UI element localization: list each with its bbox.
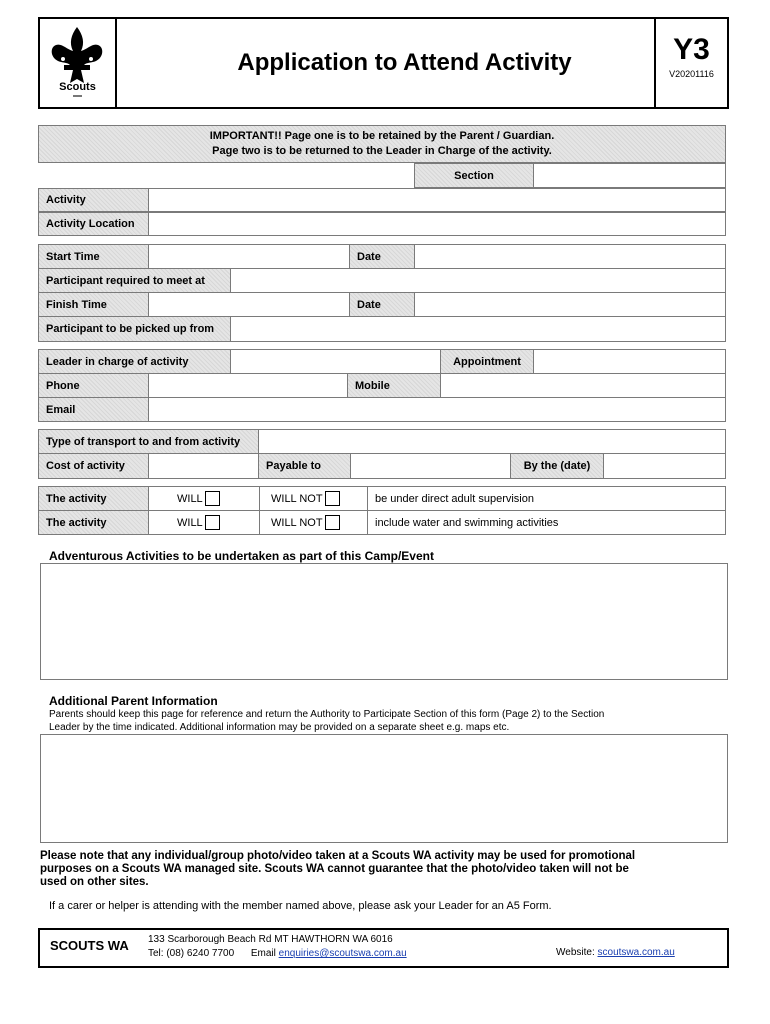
picked-up-field[interactable] xyxy=(230,316,726,342)
email-label: Email xyxy=(38,397,149,422)
start-time-field[interactable] xyxy=(148,244,350,269)
parent-info-line-2: Leader by the time indicated. Additional information may be provided on a separate sheet e.g. maps etc. xyxy=(49,722,510,733)
footer-contact xyxy=(148,947,407,961)
picked-up-label: Participant to be picked up from xyxy=(38,316,231,342)
logo-mark xyxy=(73,95,82,97)
parent-info-line-1: Parents should keep this page for reference and return the Authority to Participate Section of this form (Page 2) to the Section xyxy=(49,709,605,720)
payable-to-field[interactable] xyxy=(350,453,511,479)
scouts-logo xyxy=(40,19,117,107)
will-text: WILL xyxy=(177,516,203,529)
footer-tel: Tel: (08) 6240 7700 xyxy=(148,948,235,959)
activity-label: Activity xyxy=(38,188,149,212)
by-date-field[interactable] xyxy=(603,453,726,479)
start-date-field[interactable] xyxy=(414,244,726,269)
supervision-text: be under direct adult supervision xyxy=(367,486,726,511)
supervision-will-option[interactable] xyxy=(148,486,260,511)
adventurous-textarea[interactable] xyxy=(40,563,728,680)
supervision-will-not-checkbox[interactable] xyxy=(325,491,340,506)
will-not-text: WILL NOT xyxy=(271,516,323,529)
appointment-label: Appointment xyxy=(440,349,534,374)
notice-line-1: IMPORTANT!! Page one is to be retained by the Parent / Guardian. xyxy=(209,130,555,142)
phone-label: Phone xyxy=(38,373,149,398)
footer-brand: SCOUTS WA xyxy=(50,938,129,953)
footer-website-label: Website: xyxy=(556,947,595,958)
finish-date-field[interactable] xyxy=(414,292,726,317)
activity-row-label: The activity xyxy=(38,486,149,511)
parent-info-title: Additional Parent Information xyxy=(49,694,218,708)
form-version: V20201116 xyxy=(669,69,714,79)
leader-field[interactable] xyxy=(230,349,441,374)
mobile-label: Mobile xyxy=(347,373,441,398)
section-field[interactable] xyxy=(533,163,726,188)
cost-field[interactable] xyxy=(148,453,259,479)
email-field[interactable] xyxy=(148,397,726,422)
water-will-not-option[interactable] xyxy=(259,510,368,535)
parent-info-textarea[interactable] xyxy=(40,734,728,843)
meet-at-field[interactable] xyxy=(230,268,726,293)
activity-location-field[interactable] xyxy=(148,212,726,236)
form-code-box xyxy=(654,19,727,107)
finish-time-label: Finish Time xyxy=(38,292,149,317)
finish-time-field[interactable] xyxy=(148,292,350,317)
carer-note: If a carer or helper is attending with the member named above, please ask your Leader for an A5 Form. xyxy=(49,900,552,912)
footer-address-block xyxy=(148,933,407,961)
logo-text: Scouts xyxy=(59,81,96,93)
footer-email-label: Email xyxy=(250,948,276,959)
appointment-field[interactable] xyxy=(533,349,726,374)
parent-info-text xyxy=(49,708,729,734)
photo-notice-line-2: purposes on a Scouts WA managed site. Scouts WA cannot guarantee that the photo/video taken will not be xyxy=(40,863,629,875)
activity-location-label: Activity Location xyxy=(38,212,149,236)
photo-notice-line-1: Please note that any individual/group photo/video taken at a Scouts WA activity may be used for promotional xyxy=(40,850,636,862)
footer-address: 133 Scarborough Beach Rd MT HAWTHORN WA 6016 xyxy=(148,934,393,945)
will-not-text: WILL NOT xyxy=(271,492,323,505)
water-will-not-checkbox[interactable] xyxy=(325,515,340,530)
start-date-label: Date xyxy=(349,244,415,269)
activity-row-label: The activity xyxy=(38,510,149,535)
phone-field[interactable] xyxy=(148,373,348,398)
transport-label: Type of transport to and from activity xyxy=(38,429,259,454)
cost-label: Cost of activity xyxy=(38,453,149,479)
payable-to-label: Payable to xyxy=(258,453,351,479)
supervision-will-checkbox[interactable] xyxy=(205,491,220,506)
meet-at-label: Participant required to meet at xyxy=(38,268,231,293)
footer xyxy=(38,928,729,968)
footer-email-link[interactable]: enquiries@scoutswa.com.au xyxy=(278,948,407,959)
mobile-field[interactable] xyxy=(440,373,726,398)
form-code: Y3 xyxy=(673,33,710,66)
by-date-label: By the (date) xyxy=(510,453,604,479)
water-will-option[interactable] xyxy=(148,510,260,535)
section-label: Section xyxy=(414,163,534,188)
photo-notice xyxy=(40,850,730,889)
photo-notice-line-3: used on other sites. xyxy=(40,876,149,888)
activity-field[interactable] xyxy=(148,188,726,212)
notice-line-2: Page two is to be returned to the Leader in Charge of the activity. xyxy=(212,145,552,157)
footer-website-link[interactable]: scoutswa.com.au xyxy=(597,947,675,958)
footer-website xyxy=(556,947,675,958)
transport-field[interactable] xyxy=(258,429,726,454)
supervision-will-not-option[interactable] xyxy=(259,486,368,511)
form-header xyxy=(38,17,729,109)
start-time-label: Start Time xyxy=(38,244,149,269)
will-text: WILL xyxy=(177,492,203,505)
water-text: include water and swimming activities xyxy=(367,510,726,535)
finish-date-label: Date xyxy=(349,292,415,317)
leader-label: Leader in charge of activity xyxy=(38,349,231,374)
water-will-checkbox[interactable] xyxy=(205,515,220,530)
page-title: Application to Attend Activity xyxy=(237,49,572,76)
adventurous-title: Adventurous Activities to be undertaken as part of this Camp/Event xyxy=(49,549,434,563)
important-notice xyxy=(38,125,726,163)
